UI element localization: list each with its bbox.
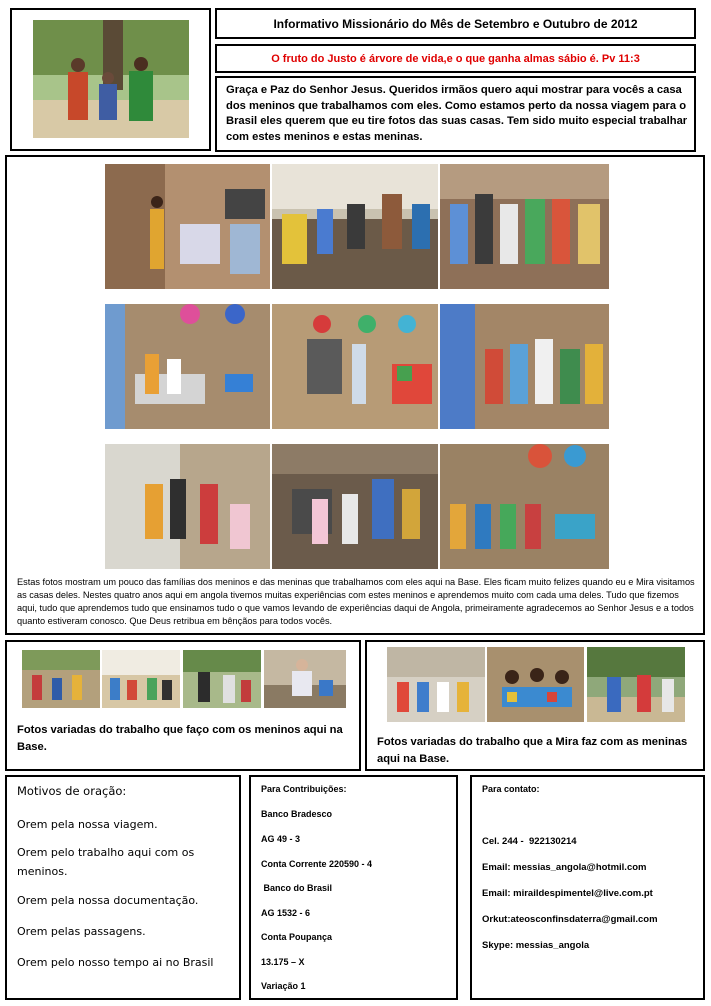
bible-verse: O fruto do Justo é árvore de vida,e o que ganha almas sábio é. Pv 11:3 (271, 53, 640, 65)
title-box (215, 8, 696, 39)
contributions-title: Para Contribuições: (261, 784, 347, 794)
contributions-box (249, 775, 458, 1000)
work-right-photo-2 (487, 647, 584, 722)
checking-account: Conta Corrente 220590 - 4 (261, 859, 373, 869)
family-photo-frame (10, 8, 211, 151)
contact-email-2: Email: miraildespimentel@live.com.pt (482, 888, 653, 899)
contact-title: Para contato: (482, 784, 540, 794)
gallery-photo-8 (272, 444, 438, 569)
gallery-photo-1 (105, 164, 270, 289)
gallery-box (5, 155, 705, 635)
work-left-photo-4 (264, 650, 346, 708)
intro-text: Graça e Paz do Senhor Jesus. Queridos irmãos quero aqui mostrar para vocês a casa dos meninos que trabalhamos com eles. Como estamos perto da nossa viagem para o Brasil eles querem que eu tire fotos das suas casas. Tem sido muito especial trabalhar com estes meninos e estas meninas. (226, 84, 688, 143)
work-left-photo-1 (22, 650, 100, 708)
contact-box (470, 775, 705, 1000)
prayer-box (5, 775, 241, 1000)
work-right-box (365, 640, 705, 771)
gallery-photo-4 (105, 304, 270, 429)
prayer-item-2: Orem pelo trabalho aqui com os meninos. (17, 846, 195, 878)
work-left-photo-2 (102, 650, 180, 708)
prayer-item-1: Orem pela nossa viagem. (17, 818, 158, 831)
contact-skype: Skype: messias_angola (482, 940, 590, 951)
work-left-box (5, 640, 361, 771)
work-right-photo-1 (387, 647, 485, 722)
prayer-item-3: Orem pela nossa documentação. (17, 894, 199, 907)
work-right-caption: Fotos variadas do trabalho que a Mira faz com as meninas aqui na Base. (377, 736, 688, 765)
prayer-title: Motivos de oração: (17, 784, 127, 798)
newsletter-title: Informativo Missionário do Mês de Setembro e Outubro de 2012 (273, 17, 638, 31)
savings-account-label: Conta Poupança (261, 932, 333, 942)
gallery-photo-5 (272, 304, 438, 429)
work-left-photo-3 (183, 650, 261, 708)
variation: Variação 1 (261, 981, 306, 991)
contact-email-1: Email: messias_angola@hotmil.com (482, 862, 647, 873)
gallery-photo-3 (440, 164, 609, 289)
bank-bradesco: Banco Bradesco (261, 809, 333, 819)
gallery-photo-2 (272, 164, 438, 289)
contact-orkut: Orkut:ateosconfinsdaterra@gmail.com (482, 914, 658, 925)
gallery-photo-6 (440, 304, 609, 429)
prayer-item-5: Orem pelo nosso tempo ai no Brasil (17, 956, 214, 969)
work-left-caption: Fotos variadas do trabalho que faço com os meninos aqui na Base. (17, 724, 343, 753)
savings-account-number: 13.175 – X (261, 957, 305, 967)
gallery-photo-7 (105, 444, 270, 569)
prayer-item-4: Orem pelas passagens. (17, 925, 146, 938)
gallery-photo-9 (440, 444, 609, 569)
family-photo (33, 20, 189, 138)
contact-phone: Cel. 244 - 922130214 (482, 836, 577, 847)
bank-do-brasil: Banco do Brasil (261, 883, 333, 893)
verse-box (215, 44, 696, 73)
agency-bb: AG 1532 - 6 (261, 908, 311, 918)
agency-bradesco: AG 49 - 3 (261, 834, 301, 844)
gallery-caption: Estas fotos mostram um pouco das famílias dos meninos e das meninas que trabalhamos com eles aqui na Base. Eles ficam muito felizes quando eu e Mira visitamos as casas deles. Nestes quatro anos aqui em angola tivemos muitas experiências com estes meninos e aprendemos muito com cada uma deles. Tudo que fizemos aqui, tudo que aprendemos tudo que ensinamos tudo o que vamos levando de experiências daqui de Angola, primeiramente agradecemos ao Senhor Jesus e a todos quanto estiveram conosco. Que Deus retribua em bênçãos para todos vocês. (17, 577, 695, 626)
intro-box (215, 76, 696, 152)
work-right-photo-3 (587, 647, 685, 722)
